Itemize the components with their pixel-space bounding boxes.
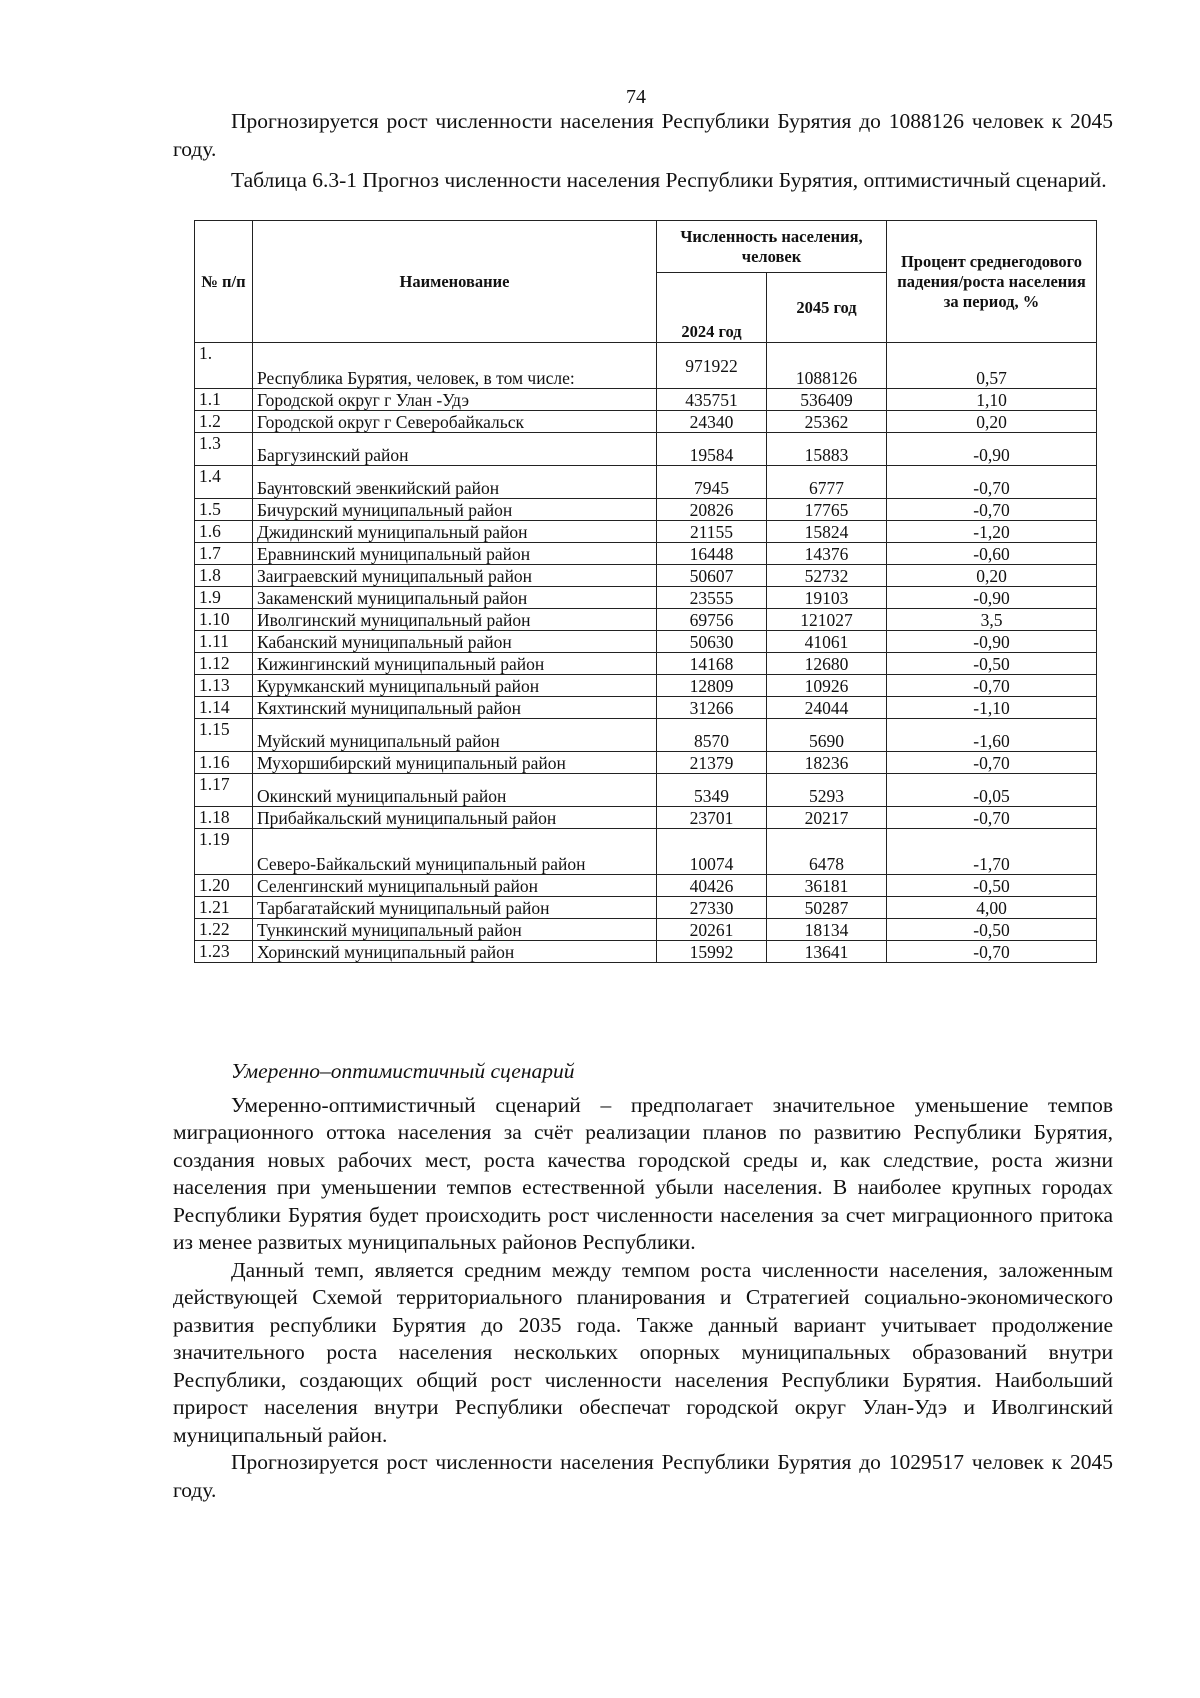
row-percent: -0,70 [887,807,1097,829]
row-percent: -0,90 [887,433,1097,466]
header-percent: Процент среднегодового падения/роста населения за период, % [887,221,1097,343]
table-row [195,752,1097,774]
row-value-2045: 14376 [767,543,887,565]
row-number: 1.21 [195,897,253,919]
row-number: 1.13 [195,675,253,697]
row-value-2045: 50287 [767,897,887,919]
row-number: 1.4 [195,466,253,499]
table-row [195,466,1097,499]
row-name: Кяхтинский муниципальный район [253,697,657,719]
row-percent: 0,57 [887,343,1097,389]
section-paragraph-2: Данный темп, является средним между темпом роста численности населения, заложенным действующей Схемой территориального планирования и Стратегией социально-экономического развития республики Бурятия до 2035 года. Также данный вариант учитывает продолжение значительного роста населения нескольких опорных муниципальных образований внутри Республики, создающих общий рост численности населения Республики Бурятия. Наибольший прирост населения внутри Республики обеспечат городской округ Улан-Удэ и Иволгинский муниципальный район. [173,1257,1113,1447]
page-number: 74 [626,86,646,108]
row-value-2045: 25362 [767,411,887,433]
row-name: Окинский муниципальный район [253,774,657,807]
row-value-2045: 1088126 [767,343,887,389]
row-name: Республика Бурятия, человек, в том числе: [253,343,657,389]
row-number: 1.5 [195,499,253,521]
header-population: Численность населения, человек [657,221,887,273]
section-paragraph-3: Прогнозируется рост численности населения Республики Бурятия до 1029517 человек к 2045 году. [173,1450,1113,1502]
row-value-2045: 18236 [767,752,887,774]
row-name: Джидинский муниципальный район [253,521,657,543]
row-name: Прибайкальский муниципальный район [253,807,657,829]
row-percent: -0,70 [887,466,1097,499]
row-value-2024: 10074 [657,829,767,875]
row-number: 1.2 [195,411,253,433]
row-value-2045: 10926 [767,675,887,697]
row-value-2045: 18134 [767,919,887,941]
row-number: 1. [195,343,253,389]
row-value-2045: 6478 [767,829,887,875]
table-row [195,433,1097,466]
row-value-2024: 19584 [657,433,767,466]
row-name: Закаменский муниципальный район [253,587,657,609]
table-row [195,587,1097,609]
header-name: Наименование [253,221,657,343]
row-value-2024: 15992 [657,941,767,963]
row-name: Баргузинский район [253,433,657,466]
row-name: Тарбагатайский муниципальный район [253,897,657,919]
row-number: 1.3 [195,433,253,466]
table-row [195,565,1097,587]
table-row [195,521,1097,543]
row-name: Муйский муниципальный район [253,719,657,752]
row-percent: -1,20 [887,521,1097,543]
row-number: 1.8 [195,565,253,587]
row-percent: 0,20 [887,565,1097,587]
table-caption: Таблица 6.3-1 Прогноз численности населения Республики Бурятия, оптимистичный сценарий. [231,168,1107,192]
table-row [195,897,1097,919]
row-value-2024: 14168 [657,653,767,675]
row-value-2045: 15883 [767,433,887,466]
table-body [195,343,1097,963]
row-name: Баунтовский эвенкийский район [253,466,657,499]
row-value-2024: 12809 [657,675,767,697]
row-number: 1.12 [195,653,253,675]
row-number: 1.18 [195,807,253,829]
row-value-2024: 50630 [657,631,767,653]
row-number: 1.1 [195,389,253,411]
row-percent: -0,05 [887,774,1097,807]
row-value-2045: 36181 [767,875,887,897]
row-percent: -0,90 [887,631,1097,653]
table-row [195,389,1097,411]
row-percent: -0,50 [887,653,1097,675]
row-percent: 3,5 [887,609,1097,631]
row-number: 1.14 [195,697,253,719]
row-percent: -0,70 [887,752,1097,774]
row-name: Городской округ г Северобайкальск [253,411,657,433]
row-value-2045: 6777 [767,466,887,499]
row-value-2024: 16448 [657,543,767,565]
row-number: 1.15 [195,719,253,752]
table-header-row [195,221,1097,273]
row-name: Мухоршибирский муниципальный район [253,752,657,774]
row-name: Городской округ г Улан -Удэ [253,389,657,411]
row-value-2045: 52732 [767,565,887,587]
row-number: 1.6 [195,521,253,543]
row-value-2045: 20217 [767,807,887,829]
row-number: 1.10 [195,609,253,631]
table-row [195,543,1097,565]
row-number: 1.20 [195,875,253,897]
table-row [195,829,1097,875]
row-percent: -0,50 [887,919,1097,941]
row-value-2024: 23701 [657,807,767,829]
row-value-2024: 50607 [657,565,767,587]
row-value-2024: 23555 [657,587,767,609]
row-value-2045: 15824 [767,521,887,543]
intro-block [173,108,1113,195]
header-year-2045: 2045 год [767,273,887,343]
row-value-2045: 24044 [767,697,887,719]
section-paragraph-1: Умеренно-оптимистичный сценарий – предполагает значительное уменьшение темпов миграционного оттока населения за счёт реализации планов по развитию Республики Бурятия, создания новых рабочих мест, роста качества городской среды и, как следствие, роста жизни населения при уменьшении темпов естественной убыли населения. В наиболее крупных городах Республики Бурятия будет происходить рост численности населения за счет миграционного притока из менее развитых муниципальных районов Республики. [173,1092,1113,1254]
table-row [195,875,1097,897]
row-value-2045: 121027 [767,609,887,631]
row-percent: -1,60 [887,719,1097,752]
row-percent: -0,60 [887,543,1097,565]
row-number: 1.9 [195,587,253,609]
table-row [195,499,1097,521]
row-name: Курумканский муниципальный район [253,675,657,697]
row-value-2045: 5293 [767,774,887,807]
table-row [195,609,1097,631]
row-percent: -1,10 [887,697,1097,719]
population-table [194,220,1097,963]
row-value-2024: 971922 [657,343,767,389]
row-value-2024: 21155 [657,521,767,543]
row-name: Заиграевский муниципальный район [253,565,657,587]
header-num: № п/п [195,221,253,343]
row-value-2024: 69756 [657,609,767,631]
row-percent: 0,20 [887,411,1097,433]
row-name: Хоринский муниципальный район [253,941,657,963]
table-row [195,919,1097,941]
row-percent: -0,90 [887,587,1097,609]
row-number: 1.22 [195,919,253,941]
table-row [195,653,1097,675]
row-value-2045: 12680 [767,653,887,675]
table-row [195,941,1097,963]
row-percent: -0,70 [887,499,1097,521]
row-value-2024: 20261 [657,919,767,941]
row-value-2045: 5690 [767,719,887,752]
table-row [195,807,1097,829]
row-value-2045: 41061 [767,631,887,653]
row-percent: -0,70 [887,941,1097,963]
row-percent: 1,10 [887,389,1097,411]
row-value-2024: 5349 [657,774,767,807]
row-value-2024: 21379 [657,752,767,774]
moderate-section [173,1058,1113,1504]
row-name: Тункинский муниципальный район [253,919,657,941]
row-value-2045: 536409 [767,389,887,411]
row-percent: -1,70 [887,829,1097,875]
row-value-2024: 7945 [657,466,767,499]
table-row [195,631,1097,653]
header-year-2024: 2024 год [657,273,767,343]
row-number: 1.16 [195,752,253,774]
table-row [195,675,1097,697]
row-value-2045: 17765 [767,499,887,521]
row-number: 1.23 [195,941,253,963]
intro-paragraph: Прогнозируется рост численности населения Республики Бурятия до 1088126 человек к 2045 году. [173,109,1113,161]
row-percent: -0,70 [887,675,1097,697]
table-row [195,343,1097,389]
row-percent: -0,50 [887,875,1097,897]
row-value-2024: 40426 [657,875,767,897]
row-value-2024: 27330 [657,897,767,919]
table-row [195,411,1097,433]
row-number: 1.19 [195,829,253,875]
row-name: Еравнинский муниципальный район [253,543,657,565]
row-number: 1.17 [195,774,253,807]
row-name: Селенгинский муниципальный район [253,875,657,897]
row-name: Иволгинский муниципальный район [253,609,657,631]
row-value-2024: 31266 [657,697,767,719]
row-name: Северо-Байкальский муниципальный район [253,829,657,875]
table-row [195,697,1097,719]
row-value-2045: 13641 [767,941,887,963]
row-value-2024: 24340 [657,411,767,433]
row-percent: 4,00 [887,897,1097,919]
row-value-2024: 435751 [657,389,767,411]
row-value-2045: 19103 [767,587,887,609]
row-value-2024: 20826 [657,499,767,521]
table-row [195,719,1097,752]
row-number: 1.7 [195,543,253,565]
section-title: Умеренно–оптимистичный сценарий [231,1059,575,1083]
row-number: 1.11 [195,631,253,653]
row-name: Кижингинский муниципальный район [253,653,657,675]
row-name: Бичурский муниципальный район [253,499,657,521]
table-row [195,774,1097,807]
row-name: Кабанский муниципальный район [253,631,657,653]
row-value-2024: 8570 [657,719,767,752]
